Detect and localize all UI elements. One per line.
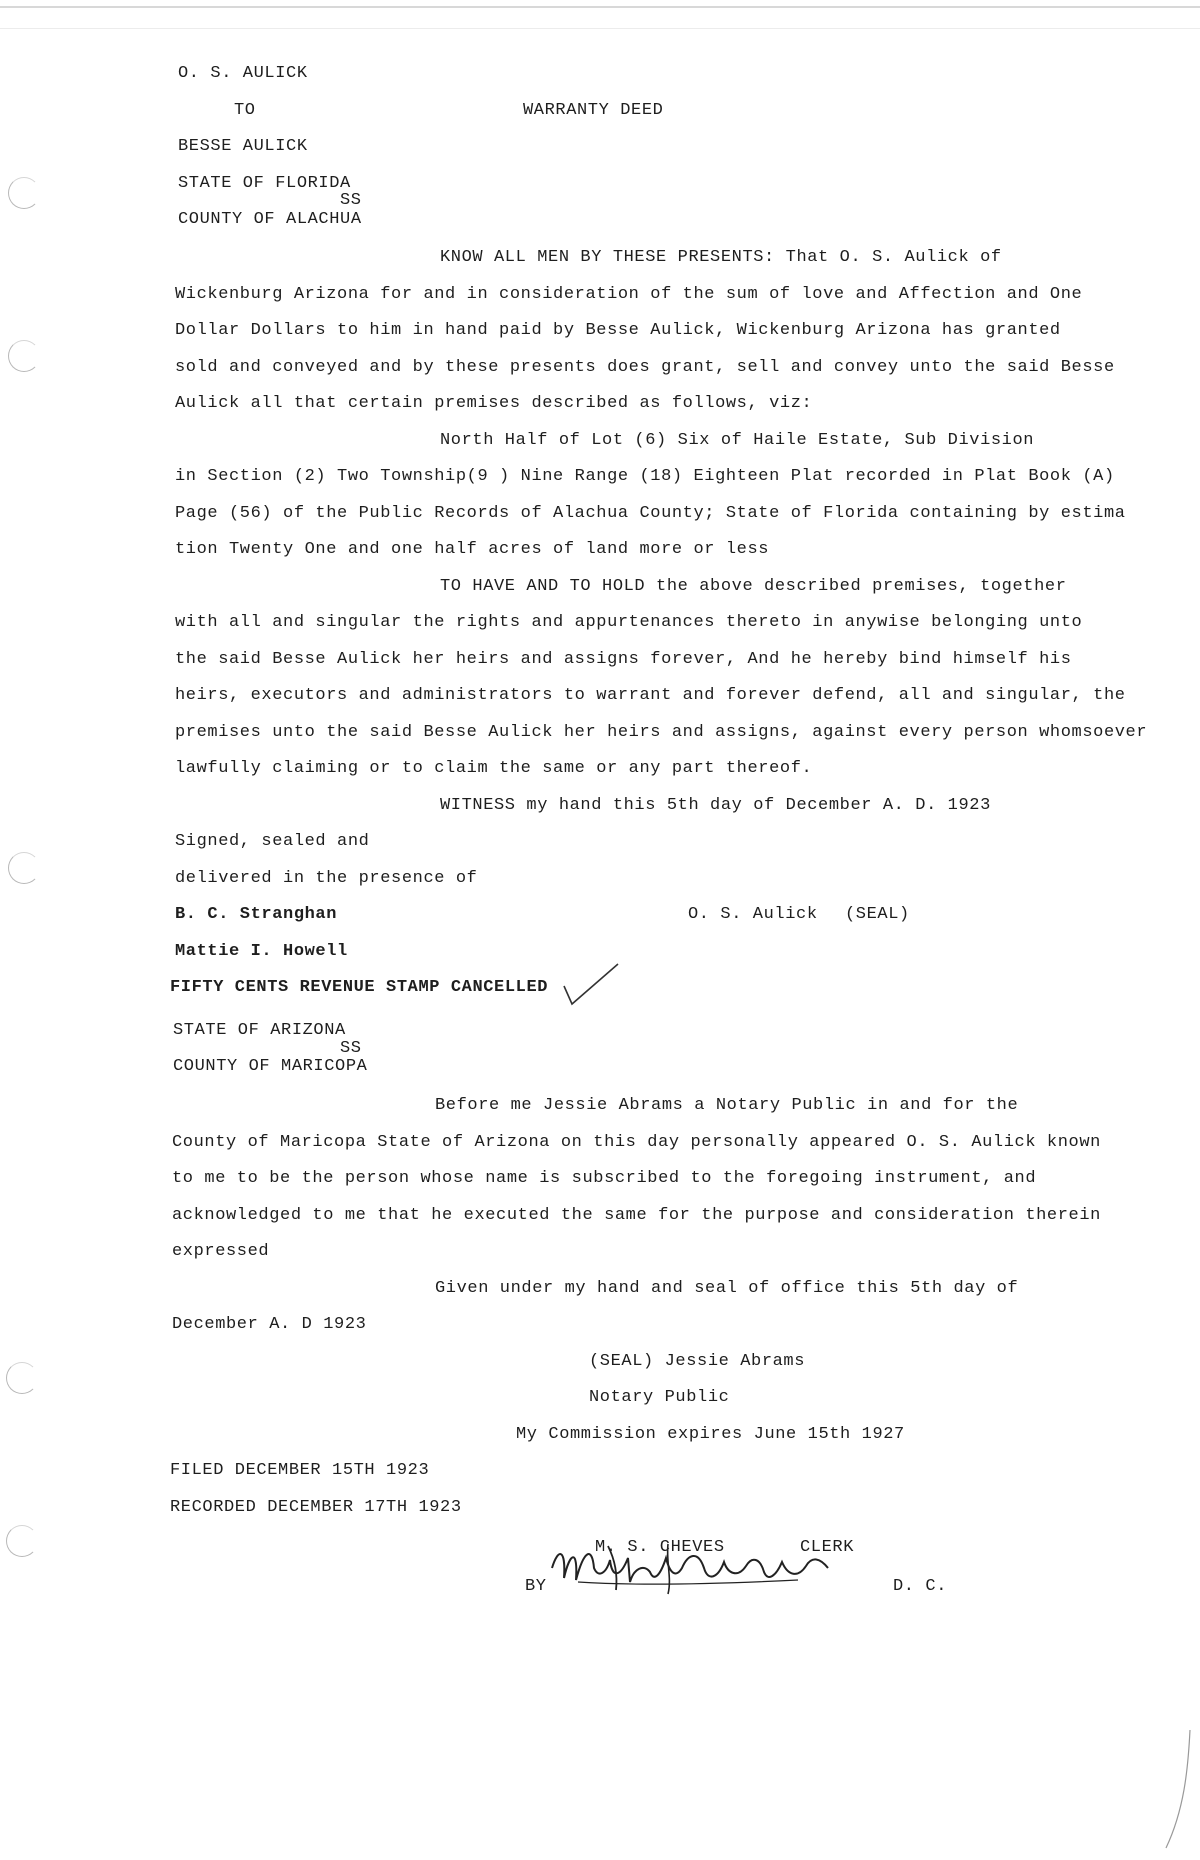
body-line: lawfully claiming or to claim the same or any part thereof. (175, 759, 813, 778)
county-maricopa: COUNTY OF MARICOPA (173, 1057, 368, 1076)
body-line: Dollar Dollars to him in hand paid by Besse Aulick, Wickenburg Arizona has granted (175, 321, 1061, 340)
clerk-name: M. S. CHEVES (595, 1538, 725, 1557)
body-line: heirs, executors and administrators to warrant and forever defend, all and singular, the (175, 686, 1126, 705)
body-line: sold and conveyed and by these presents does grant, sell and convey unto the said Besse (175, 358, 1115, 377)
revenue-stamp-note: FIFTY CENTS REVENUE STAMP CANCELLED (170, 978, 549, 997)
body-line: North Half of Lot (6) Six of Haile Estate, Sub Division (440, 431, 1035, 450)
punch-hole (8, 177, 40, 209)
notary-title: Notary Public (589, 1388, 730, 1407)
recorded-date: RECORDED DECEMBER 17TH 1923 (170, 1498, 462, 1517)
body-line: the said Besse Aulick her heirs and assigns forever, And he hereby bind himself his (175, 650, 1072, 669)
ss-mark-2: SS (340, 1039, 362, 1058)
ack-line: Given under my hand and seal of office this 5th day of (435, 1279, 1019, 1298)
ack-line: to me to be the person whose name is subscribed to the foregoing instrument, and (172, 1169, 1037, 1188)
body-line: KNOW ALL MEN BY THESE PRESENTS: That O. S. Aulick of (440, 248, 1002, 267)
body-line: with all and singular the rights and appurtenances thereto in anywise belonging unto (175, 613, 1083, 632)
signed-sealed-line: Signed, sealed and (175, 832, 370, 851)
notary-seal-name: (SEAL) Jessie Abrams (589, 1352, 806, 1371)
witness-name-1: B. C. Stranghan (175, 905, 338, 924)
grantee-name: BESSE AULICK (178, 137, 308, 156)
witness-name-2: Mattie I. Howell (175, 942, 348, 961)
state-arizona: STATE OF ARIZONA (173, 1021, 346, 1040)
punch-hole (6, 1525, 38, 1557)
ss-mark: SS (340, 191, 362, 210)
punch-hole (6, 1362, 38, 1394)
seal-label: (SEAL) (845, 905, 910, 924)
ack-line: Before me Jessie Abrams a Notary Public in and for the (435, 1096, 1019, 1115)
commission-expiry: My Commission expires June 15th 1927 (516, 1425, 905, 1444)
ack-line: expressed (172, 1242, 270, 1261)
ack-line: acknowledged to me that he executed the same for the purpose and consideration therein (172, 1206, 1101, 1225)
state-florida: STATE OF FLORIDA (178, 174, 351, 193)
body-line: TO HAVE AND TO HOLD the above described premises, together (440, 577, 1067, 596)
by-label: BY (525, 1577, 547, 1596)
grantor-name: O. S. AULICK (178, 64, 308, 83)
ack-line: December A. D 1923 (172, 1315, 367, 1334)
ack-line: County of Maricopa State of Arizona on this day personally appeared O. S. Aulick known (172, 1133, 1101, 1152)
check-mark-icon (560, 958, 620, 1008)
delivered-line: delivered in the presence of (175, 869, 478, 888)
deputy-clerk-label: D. C. (893, 1577, 948, 1596)
body-line: in Section (2) Two Township(9 ) Nine Range (18) Eighteen Plat recorded in Plat Book (A) (175, 467, 1115, 486)
filed-date: FILED DECEMBER 15TH 1923 (170, 1461, 430, 1480)
grantor-signature: O. S. Aulick (688, 905, 818, 924)
document-title: WARRANTY DEED (523, 101, 664, 120)
punch-hole (8, 852, 40, 884)
body-line: Wickenburg Arizona for and in consideration of the sum of love and Affection and One (175, 285, 1083, 304)
body-line: Page (56) of the Public Records of Alachua County; State of Florida containing by estima (175, 504, 1126, 523)
handwritten-signature (548, 1538, 838, 1598)
punch-hole (8, 340, 40, 372)
body-line: tion Twenty One and one half acres of land more or less (175, 540, 770, 559)
county-alachua: COUNTY OF ALACHUA (178, 210, 362, 229)
body-line: Aulick all that certain premises described as follows, viz: (175, 394, 813, 413)
clerk-title: CLERK (800, 1538, 855, 1557)
body-line: premises unto the said Besse Aulick her heirs and assigns, against every person whomsoever (175, 723, 1148, 742)
to-label: TO (234, 101, 256, 120)
witness-date-line: WITNESS my hand this 5th day of December A. D. 1923 (440, 796, 991, 815)
page-edge-faint (0, 28, 1200, 29)
page-curl (1160, 1730, 1200, 1850)
page-edge (0, 6, 1200, 8)
